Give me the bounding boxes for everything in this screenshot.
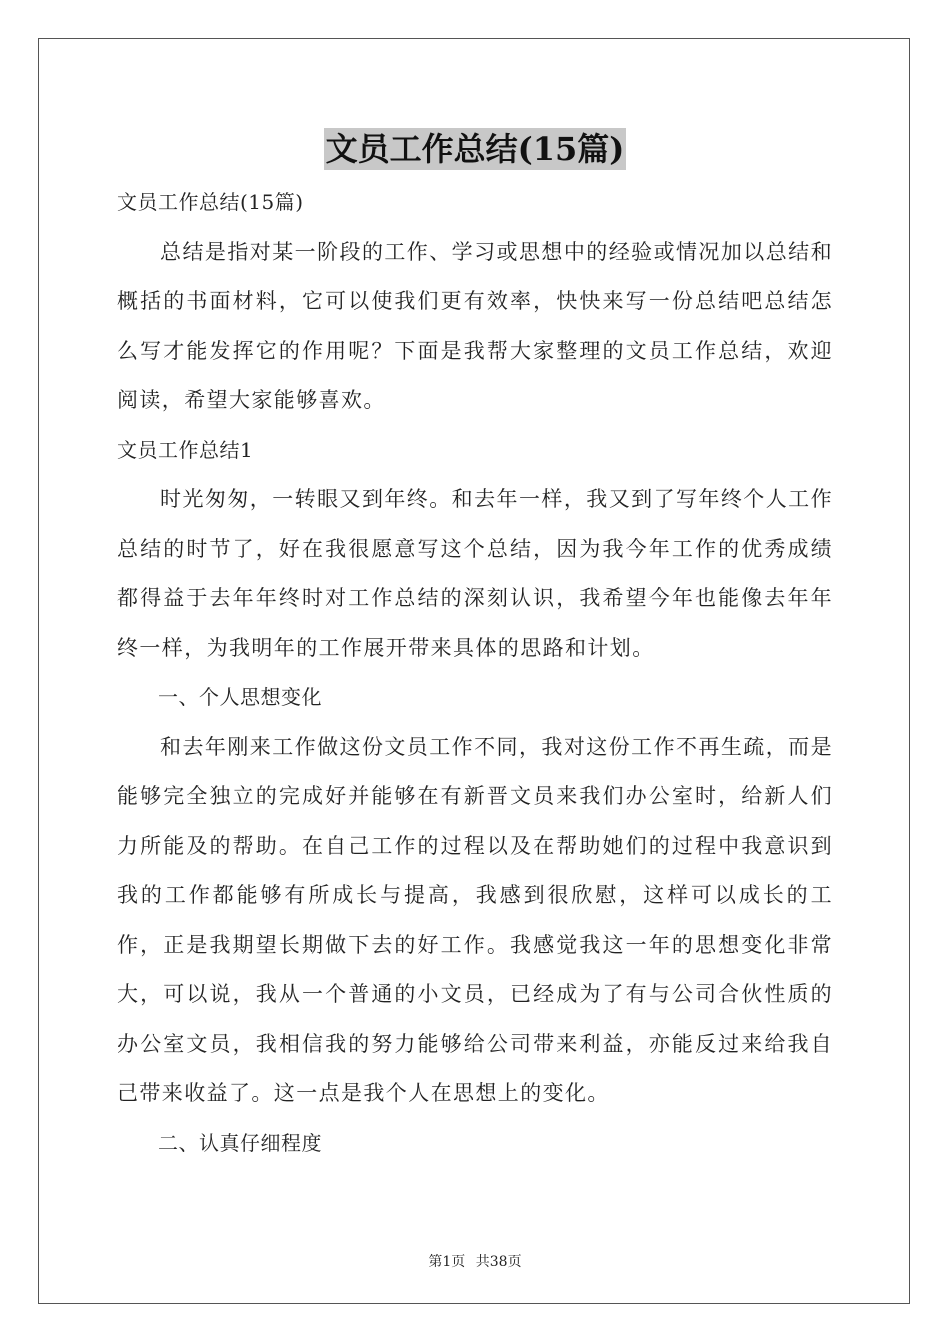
body-paragraph-1: 时光匆匆，一转眼又到年终。和去年一样，我又到了写年终个人工作总结的时节了，好在我很愿意写这个总结，因为我今年工作的优秀成绩都得益于去年年终时对工作总结的深刻认识，我希望今年也能像去年年终一样，为我明年的工作展开带来具体的思路和计划。: [117, 487, 833, 660]
document-title: 文员工作总结(15篇): [325, 130, 625, 168]
title-container: [0, 128, 950, 170]
page-footer: [0, 1252, 950, 1272]
section-heading-1: 文员工作总结1: [117, 437, 254, 462]
page-total: 共38页: [475, 1254, 522, 1270]
document-body: [117, 178, 833, 1168]
body-paragraph-2: 和去年刚来工作做这份文员工作不同，我对这份工作不再生疏，而是能够完全独立的完成好并能够在有新晋文员来我们办公室时，给新人们力所能及的帮助。在自己工作的过程以及在帮助她们的过程中我意识到我的工作都能够有所成长与提高，我感到很欣慰，这样可以成长的工作，正是我期望长期做下去的好工作。我感觉我这一年的思想变化非常大，可以说，我从一个普通的小文员，已经成为了有与公司合伙性质的办公室文员，我相信我的努力能够给公司带来利益，亦能反过来给我自己带来收益了。这一点是我个人在思想上的变化。: [117, 734, 833, 1105]
subheading-carefulness: 二、认真仔细程度: [158, 1130, 322, 1155]
subtitle-line: 文员工作总结(15篇): [117, 190, 304, 214]
intro-paragraph: 总结是指对某一阶段的工作、学习或思想中的经验或情况加以总结和概括的书面材料，它可以使我们更有效率，快快来写一份总结吧总结怎么写才能发挥它的作用呢？下面是我帮大家整理的文员工作总结，欢迎阅读，希望大家能够喜欢。: [117, 239, 833, 412]
page-number: 第1页: [428, 1254, 466, 1270]
subheading-thought-change: 一、个人思想变化: [158, 685, 322, 709]
